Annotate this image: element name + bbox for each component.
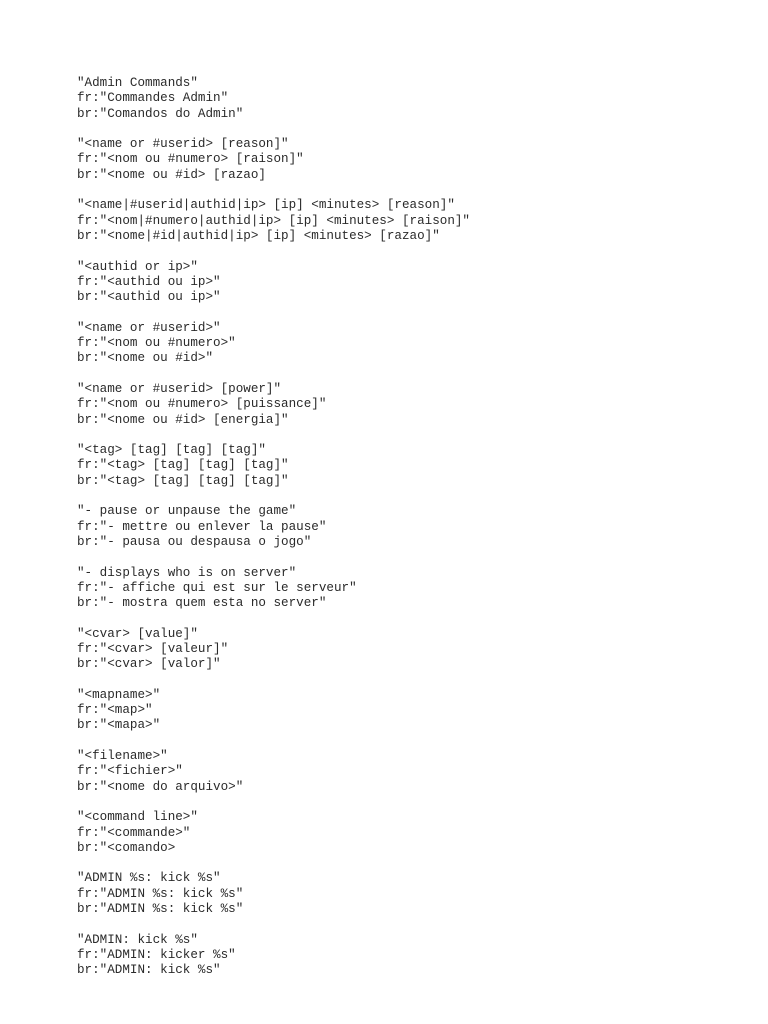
entry-en: "<name or #userid> [power]" xyxy=(77,381,282,396)
entry-en: "<filename>" xyxy=(77,749,168,764)
entry-authid-ip xyxy=(77,260,757,306)
document-page xyxy=(77,76,757,994)
entry-fr: fr:"<nom ou #numero> [puissance]" xyxy=(77,397,327,412)
entry-name-power xyxy=(77,382,757,428)
entry-en: "- displays who is on server" xyxy=(77,565,297,580)
entry-br: br:"<tag> [tag] [tag] [tag]" xyxy=(77,473,289,488)
entry-br: br:"<cvar> [valor]" xyxy=(77,657,221,672)
entry-en: "- pause or unpause the game" xyxy=(77,504,297,519)
entry-fr: fr:"<tag> [tag] [tag] [tag]" xyxy=(77,458,289,473)
entry-admin-kick-name xyxy=(77,871,757,917)
entry-who xyxy=(77,566,757,612)
entry-br: br:"<mapa>" xyxy=(77,718,161,733)
entry-fr: fr:"<nom ou #numero> [raison]" xyxy=(77,152,304,167)
entry-fr: fr:"<commande>" xyxy=(77,825,191,840)
entry-br: br:"<nome ou #id> [energia]" xyxy=(77,412,289,427)
entry-pause xyxy=(77,504,757,550)
entry-name-reason xyxy=(77,137,757,183)
entry-fr: fr:"ADMIN: kicker %s" xyxy=(77,947,236,962)
entry-br: br:"<nome do arquivo>" xyxy=(77,779,244,794)
entry-en: "<command line>" xyxy=(77,810,198,825)
entry-br: br:"- pausa ou despausa o jogo" xyxy=(77,534,312,549)
entry-en: "<name|#userid|authid|ip> [ip] <minutes> [reason]" xyxy=(77,198,455,213)
entry-br: br:"<comando> xyxy=(77,840,176,855)
entry-en: "<mapname>" xyxy=(77,687,161,702)
entry-filename xyxy=(77,749,757,795)
entry-fr: fr:"<nom|#numero|authid|ip> [ip] <minutes> [raison]" xyxy=(77,213,470,228)
entry-br: br:"ADMIN %s: kick %s" xyxy=(77,902,244,917)
entry-command-line xyxy=(77,810,757,856)
entry-en: "<name or #userid>" xyxy=(77,320,221,335)
entry-fr: fr:"Commandes Admin" xyxy=(77,91,229,106)
entry-br: br:"<nome|#id|authid|ip> [ip] <minutes> [razao]" xyxy=(77,228,440,243)
entry-en: "<name or #userid> [reason]" xyxy=(77,137,289,152)
entry-br: br:"<authid ou ip>" xyxy=(77,290,221,305)
entry-tags xyxy=(77,443,757,489)
entry-admin-kick xyxy=(77,933,757,979)
entry-br: br:"<nome ou #id> [razao] xyxy=(77,167,266,182)
entry-en: "Admin Commands" xyxy=(77,76,198,90)
entry-mapname xyxy=(77,688,757,734)
entry-br: br:"Comandos do Admin" xyxy=(77,106,244,121)
entry-br: br:"ADMIN: kick %s" xyxy=(77,963,221,978)
entry-admin-commands xyxy=(77,76,757,122)
entry-br: br:"- mostra quem esta no server" xyxy=(77,596,327,611)
entry-fr: fr:"ADMIN %s: kick %s" xyxy=(77,886,244,901)
entry-en: "ADMIN %s: kick %s" xyxy=(77,871,221,886)
entry-fr: fr:"<authid ou ip>" xyxy=(77,274,221,289)
entry-fr: fr:"<nom ou #numero>" xyxy=(77,336,236,351)
entry-fr: fr:"- mettre ou enlever la pause" xyxy=(77,519,327,534)
entry-en: "<cvar> [value]" xyxy=(77,626,198,641)
entry-en: "ADMIN: kick %s" xyxy=(77,932,198,947)
entry-name-userid xyxy=(77,321,757,367)
entry-en: "<authid or ip>" xyxy=(77,259,198,274)
entry-fr: fr:"<fichier>" xyxy=(77,764,183,779)
entry-br: br:"<nome ou #id>" xyxy=(77,351,214,366)
entry-cvar xyxy=(77,627,757,673)
entry-fr: fr:"<map>" xyxy=(77,703,153,718)
entry-fr: fr:"<cvar> [valeur]" xyxy=(77,641,229,656)
entry-en: "<tag> [tag] [tag] [tag]" xyxy=(77,443,266,458)
entry-ban-syntax xyxy=(77,198,757,244)
entry-fr: fr:"- affiche qui est sur le serveur" xyxy=(77,580,357,595)
